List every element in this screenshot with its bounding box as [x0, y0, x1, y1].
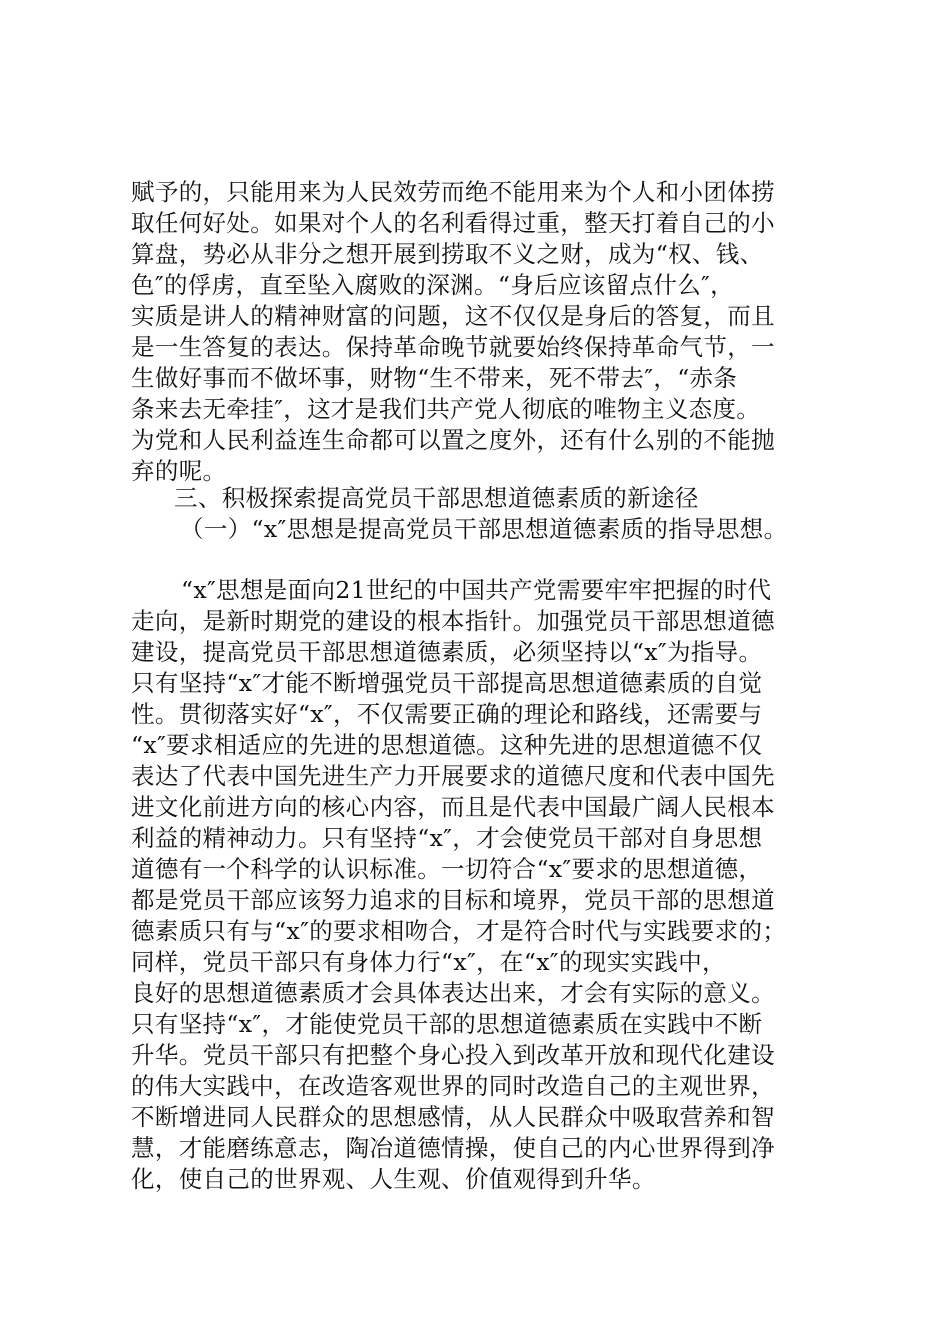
- text-line: 良好的思想道德素质才会具体表达出来，才会有实际的意义。: [131, 979, 775, 1007]
- text-line: 生做好事而不做坏事，财物“生不带来，死不带去″，“赤条: [131, 364, 738, 392]
- text-line: 走向，是新时期党的建设的根本指针。加强党员干部思想道德: [131, 607, 775, 635]
- text-line: 德素质只有与“x″的要求相吻合，才是符合时代与实践要求的；: [131, 917, 787, 945]
- text-line: 性。贯彻落实好“x″，不仅需要正确的理论和路线，还需要与: [131, 700, 763, 728]
- text-line: “x″要求相适应的先进的思想道德。这种先进的思想道德不仅: [131, 731, 763, 759]
- text-line: 只有坚持“x″才能不断增强党员干部提高思想道德素质的自觉: [131, 669, 763, 697]
- text-line: 为党和人民利益连生命都可以置之度外，还有什么别的不能抛: [131, 426, 775, 454]
- text-line: 算盘，势必从非分之想开展到捞取不义之财，成为“权、钱、: [131, 240, 764, 268]
- text-line: 进文化前进方向的核心内容，而且是代表中国最广阔人民根本: [131, 793, 775, 821]
- text-line: 色″的俘虏，直至坠入腐败的深渊。“身后应该留点什么″，: [131, 271, 735, 299]
- text-line: 利益的精神动力。只有坚持“x″，才会使党员干部对自身思想: [131, 824, 763, 852]
- paragraph-guiding-thought: [131, 575, 841, 1195]
- text-line: 不断增进同人民群众的思想感情，从人民群众中吸取营养和智: [131, 1103, 775, 1131]
- text-line: 升华。党员干部只有把整个身心投入到改革开放和现代化建设: [131, 1041, 775, 1069]
- text-line: 化，使自己的世界观、人生观、价值观得到升华。: [131, 1165, 656, 1193]
- text-line: 取任何好处。如果对个人的名利看得过重，整天打着自己的小: [131, 209, 775, 237]
- text-line: 道德有一个科学的认识标准。一切符合“x″要求的思想道德，: [131, 855, 763, 883]
- text-line: 都是党员干部应该努力追求的目标和境界，党员干部的思想道: [131, 886, 775, 914]
- text-line: 建设，提高党员干部思想道德素质，必须坚持以“x″为指导。: [131, 638, 763, 666]
- text-line: 实质是讲人的精神财富的问题，这不仅仅是身后的答复，而且: [131, 302, 775, 330]
- subsection-heading: （一）“x″思想是提高党员干部思想道德素质的指导思想。: [180, 515, 788, 543]
- text-line: “x″思想是面向21世纪的中国共产党需要牢牢把握的时代: [181, 576, 772, 604]
- text-line: 慧，才能磨练意志，陶冶道德情操，使自己的内心世界得到净: [131, 1134, 775, 1162]
- text-line: 是一生答复的表达。保持革命晚节就要始终保持革命气节，一: [131, 333, 775, 361]
- text-line: 表达了代表中国先进生产力开展要求的道德尺度和代表中国先: [131, 762, 775, 790]
- text-line: 的伟大实践中，在改造客观世界的同时改造自己的主观世界，: [131, 1072, 775, 1100]
- paragraph-continued: [131, 177, 841, 487]
- text-line: 弃的呢。: [131, 457, 227, 485]
- text-line: 只有坚持“x″，才能使党员干部的思想道德素质在实践中不断: [131, 1010, 763, 1038]
- text-line: 赋予的，只能用来为人民效劳而绝不能用来为个人和小团体捞: [131, 178, 775, 206]
- text-line: 条来去无牵挂″，这才是我们共产党人彻底的唯物主义态度。: [131, 395, 761, 423]
- text-line: 同样，党员干部只有身体力行“x″，在“x″的现实实践中，: [131, 948, 726, 976]
- section-heading: 三、积极探索提高党员干部思想道德素质的新途径: [174, 484, 699, 512]
